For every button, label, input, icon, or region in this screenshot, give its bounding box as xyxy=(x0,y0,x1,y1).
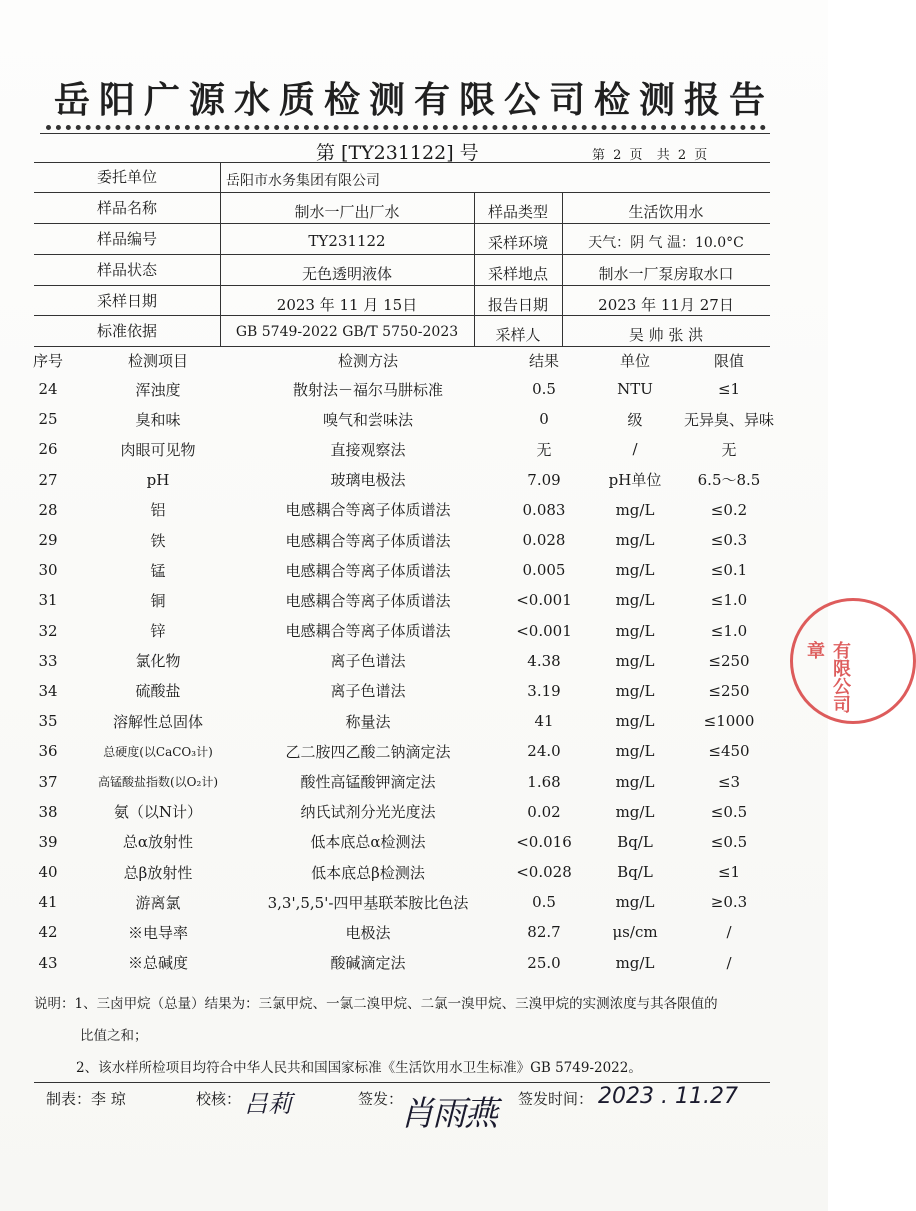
cell-result: 无 xyxy=(536,440,552,459)
table-row xyxy=(18,434,778,464)
cell-result: 82.7 xyxy=(527,923,561,942)
cell-unit: mg/L xyxy=(615,772,655,791)
sample-state-value: 无色透明液体 xyxy=(301,265,392,283)
column-header: 限值 xyxy=(713,351,744,370)
grid-line xyxy=(34,254,770,255)
cell-unit: mg/L xyxy=(615,591,655,610)
table-body xyxy=(18,374,778,978)
table-row xyxy=(18,465,778,495)
issue-date-label: 签发时间： xyxy=(518,1090,594,1108)
company-seal xyxy=(790,598,916,724)
test-results-table xyxy=(18,346,778,978)
cell-item: 总硬度(以CaCO₃计) xyxy=(103,744,213,759)
cell-no: 25 xyxy=(38,410,58,429)
page-label: 第 2 页 xyxy=(592,148,643,163)
sample-no-value: TY231122 xyxy=(308,232,386,250)
site-label: 采样地点 xyxy=(487,265,548,283)
cell-no: 43 xyxy=(38,953,58,972)
cell-no: 42 xyxy=(38,923,58,942)
cell-method: 嗅气和尝味法 xyxy=(322,410,413,429)
table-row xyxy=(18,736,778,766)
title-dotted-rule xyxy=(46,125,766,130)
table-row xyxy=(18,495,778,525)
cell-result: 25.0 xyxy=(527,953,561,972)
table-row xyxy=(18,827,778,857)
cell-method: 离子色谱法 xyxy=(330,652,406,671)
sampling-date-value: 2023 年 11 月 15日 xyxy=(276,296,418,314)
note-1: 说明：1、三卤甲烷（总量）结果为：三氯甲烷、一氯二溴甲烷、二氯一溴甲烷、三溴甲烷的实测浓度与其各限值的 xyxy=(34,996,718,1012)
cell-unit: mg/L xyxy=(615,500,655,519)
table-row xyxy=(18,555,778,585)
cell-result: 0.5 xyxy=(532,893,556,912)
standard-value: GB 5749-2022 GB/T 5750-2023 xyxy=(235,324,459,340)
cell-method: 纳氏试剂分光光度法 xyxy=(300,803,436,822)
cell-method: 电感耦合等离子体质谱法 xyxy=(285,561,451,580)
cell-limit: 无异臭、异味 xyxy=(683,410,774,429)
cell-limit: ≤450 xyxy=(708,742,750,761)
sampler-value: 吴 帅 张 洪 xyxy=(628,326,704,344)
cell-item: ※总碱度 xyxy=(127,954,188,973)
cell-result: <0.001 xyxy=(516,621,572,640)
note-1-continued: 比值之和； xyxy=(80,1028,148,1044)
cell-limit: ≤0.5 xyxy=(710,832,748,851)
grid-line xyxy=(34,285,770,286)
checked-signature: 吕莉 xyxy=(244,1090,292,1118)
cell-method: 3,3',5,5'-四甲基联苯胺比色法 xyxy=(267,893,469,912)
cell-no: 28 xyxy=(38,500,58,519)
cell-unit: 级 xyxy=(627,410,643,429)
cell-item: 硫酸盐 xyxy=(135,682,181,701)
cell-unit: mg/L xyxy=(615,531,655,550)
cell-method: 直接观察法 xyxy=(330,440,406,459)
cell-result: 7.09 xyxy=(527,470,561,489)
cell-item: 游离氯 xyxy=(135,893,181,912)
cell-item: 浑浊度 xyxy=(135,380,181,399)
sample-type-label: 样品类型 xyxy=(487,203,548,221)
cell-unit: μs/cm xyxy=(612,923,658,942)
cell-no: 24 xyxy=(38,380,58,399)
cell-unit: mg/L xyxy=(615,802,655,821)
footer-rule xyxy=(34,1082,770,1083)
cell-no: 26 xyxy=(38,440,58,459)
cell-unit: mg/L xyxy=(615,651,655,670)
cell-item: 溶解性总固体 xyxy=(112,712,203,731)
column-header: 结果 xyxy=(528,351,559,370)
column-header: 单位 xyxy=(619,351,650,370)
cell-method: 酸碱滴定法 xyxy=(330,954,406,973)
cell-unit: mg/L xyxy=(615,621,655,640)
grid-line xyxy=(34,223,770,224)
report-date-label: 报告日期 xyxy=(487,296,548,314)
column-header: 序号 xyxy=(32,351,63,370)
column-header: 检测方法 xyxy=(337,351,398,370)
cell-method: 电感耦合等离子体质谱法 xyxy=(285,501,451,520)
cell-limit: / xyxy=(726,923,732,942)
cell-method: 称量法 xyxy=(345,712,391,731)
cell-item: pH xyxy=(146,470,170,489)
table-header-row xyxy=(18,346,778,374)
cell-no: 33 xyxy=(38,651,58,670)
cell-result: <0.016 xyxy=(516,832,572,851)
cell-method: 电极法 xyxy=(345,923,391,942)
cell-no: 32 xyxy=(38,621,58,640)
cell-method: 乙二胺四乙酸二钠滴定法 xyxy=(285,742,451,761)
cell-item: 铜 xyxy=(150,591,166,610)
issue-date-value: 2023 . 11.27 xyxy=(598,1084,738,1109)
env-label: 采样环境 xyxy=(487,234,548,252)
cell-limit: ≤250 xyxy=(708,651,750,670)
cell-result: 1.68 xyxy=(527,772,561,791)
cell-unit: NTU xyxy=(617,380,653,399)
cell-unit: pH单位 xyxy=(608,471,662,490)
cell-unit: mg/L xyxy=(615,561,655,580)
cell-item: 铁 xyxy=(150,531,166,550)
cell-limit: ≤0.3 xyxy=(710,531,748,550)
cell-no: 30 xyxy=(38,561,58,580)
title-solid-rule xyxy=(40,133,770,134)
seal-text: 有限公司 章 xyxy=(804,641,851,713)
cell-limit: ≤3 xyxy=(717,772,741,791)
cell-method: 电感耦合等离子体质谱法 xyxy=(285,591,451,610)
table-row xyxy=(18,676,778,706)
cell-unit: mg/L xyxy=(615,742,655,761)
total-label: 共 2 页 xyxy=(656,148,708,163)
cell-method: 散射法－福尔马肼标准 xyxy=(292,380,443,399)
table-row xyxy=(18,797,778,827)
cell-limit: ≤1.0 xyxy=(710,621,748,640)
cell-limit: ≤0.5 xyxy=(710,802,748,821)
table-row xyxy=(18,616,778,646)
cell-limit: ≤1000 xyxy=(703,712,755,731)
cell-unit: Bq/L xyxy=(617,832,653,851)
cell-result: 3.19 xyxy=(527,681,561,700)
cell-item: 氨（以N计） xyxy=(113,803,203,822)
cell-result: 0.02 xyxy=(527,802,561,821)
grid-line xyxy=(34,192,770,193)
grid-line xyxy=(34,315,770,316)
cell-item: 臭和味 xyxy=(135,410,181,429)
notes-section xyxy=(34,988,774,1084)
sample-no-label: 样品编号 xyxy=(96,230,157,248)
cell-method: 低本底总α检测法 xyxy=(310,833,426,852)
sample-name-value: 制水一厂出厂水 xyxy=(294,203,400,221)
standard-label: 标准依据 xyxy=(96,322,157,340)
table-row xyxy=(18,887,778,917)
table-row xyxy=(18,404,778,434)
cell-unit: / xyxy=(632,440,638,459)
cell-limit: ≥0.3 xyxy=(710,893,748,912)
cell-result: 0.083 xyxy=(522,500,566,519)
cell-no: 38 xyxy=(38,802,58,821)
cell-no: 35 xyxy=(38,712,58,731)
cell-no: 39 xyxy=(38,832,58,851)
client-value: 岳阳市水务集团有限公司 xyxy=(226,173,380,189)
prepared-by: 制表：李 琼 xyxy=(46,1090,126,1108)
cell-item: 锌 xyxy=(150,622,166,641)
table-row xyxy=(18,857,778,887)
cell-no: 41 xyxy=(38,893,58,912)
cell-no: 36 xyxy=(38,742,58,761)
cell-result: 4.38 xyxy=(527,651,561,670)
report-date-value: 2023 年 11月 27日 xyxy=(598,296,734,314)
site-value: 制水一厂泵房取水口 xyxy=(598,265,734,283)
cell-result: 24.0 xyxy=(527,742,561,761)
cell-method: 电感耦合等离子体质谱法 xyxy=(285,531,451,550)
cell-item: 铝 xyxy=(150,501,166,520)
sampler-label: 采样人 xyxy=(495,326,541,344)
table-row xyxy=(18,917,778,947)
cell-result: <0.001 xyxy=(516,591,572,610)
cell-unit: mg/L xyxy=(615,893,655,912)
cell-result: 0 xyxy=(539,410,549,429)
page-info xyxy=(592,144,713,163)
cell-no: 37 xyxy=(38,772,58,791)
cell-no: 40 xyxy=(38,863,58,882)
report-number: 第 [TY231122] 号 xyxy=(316,142,479,164)
client-label: 委托单位 xyxy=(96,168,157,186)
cell-item: 总α放射性 xyxy=(122,833,194,852)
table-row xyxy=(18,948,778,978)
sample-type-value: 生活饮用水 xyxy=(628,203,704,221)
table-row xyxy=(18,646,778,676)
cell-result: <0.028 xyxy=(516,863,572,882)
grid-line xyxy=(34,162,770,163)
cell-limit: ≤250 xyxy=(708,681,750,700)
cell-item: 肉眼可见物 xyxy=(120,440,196,459)
cell-result: 41 xyxy=(534,712,554,731)
note-2: 2、该水样所检项目均符合中华人民共和国国家标准《生活饮用水卫生标准》GB 5749-2022。 xyxy=(76,1060,642,1076)
cell-result: 0.028 xyxy=(522,531,566,550)
cell-method: 电感耦合等离子体质谱法 xyxy=(285,622,451,641)
table-row xyxy=(18,374,778,404)
table-row xyxy=(18,525,778,555)
cell-method: 酸性高锰酸钾滴定法 xyxy=(300,773,436,792)
cell-limit: 无 xyxy=(721,440,737,459)
cell-limit: ≤0.2 xyxy=(710,500,748,519)
env-value: 天气：阴 气 温：10.0°C xyxy=(588,235,744,251)
cell-item: 氯化物 xyxy=(135,652,181,671)
cell-no: 31 xyxy=(38,591,58,610)
cell-unit: mg/L xyxy=(615,681,655,700)
cell-result: 0.005 xyxy=(522,561,566,580)
sample-name-label: 样品名称 xyxy=(96,199,157,217)
cell-unit: Bq/L xyxy=(617,863,653,882)
cell-limit: 6.5～8.5 xyxy=(697,471,761,490)
cell-method: 离子色谱法 xyxy=(330,682,406,701)
column-header: 检测项目 xyxy=(127,351,188,370)
sample-state-label: 样品状态 xyxy=(96,261,157,279)
grid-line xyxy=(220,162,221,346)
table-row xyxy=(18,585,778,615)
cell-no: 29 xyxy=(38,531,58,550)
report-title: 岳阳广源水质检测有限公司检测报告 xyxy=(53,80,774,121)
cell-limit: ≤1.0 xyxy=(710,591,748,610)
cell-no: 34 xyxy=(38,681,58,700)
issued-signature: 肖雨燕 xyxy=(400,1094,496,1134)
cell-no: 27 xyxy=(38,470,58,489)
checked-by-label: 校核： xyxy=(196,1090,242,1108)
cell-limit: / xyxy=(726,953,732,972)
cell-method: 低本底总β检测法 xyxy=(311,863,425,882)
cell-limit: ≤0.1 xyxy=(710,561,748,580)
cell-unit: mg/L xyxy=(615,953,655,972)
cell-item: ※电导率 xyxy=(127,923,188,942)
cell-item: 锰 xyxy=(150,561,166,580)
table-row xyxy=(18,766,778,796)
cell-result: 0.5 xyxy=(532,380,556,399)
table-row xyxy=(18,706,778,736)
issued-by-label: 签发： xyxy=(358,1090,404,1108)
sampling-date-label: 采样日期 xyxy=(96,292,157,310)
cell-item: 总β放射性 xyxy=(123,863,193,882)
cell-limit: ≤1 xyxy=(717,380,741,399)
cell-unit: mg/L xyxy=(615,712,655,731)
cell-limit: ≤1 xyxy=(717,863,741,882)
cell-item: 高锰酸盐指数(以O₂计) xyxy=(97,775,218,790)
cell-method: 玻璃电极法 xyxy=(330,471,406,490)
